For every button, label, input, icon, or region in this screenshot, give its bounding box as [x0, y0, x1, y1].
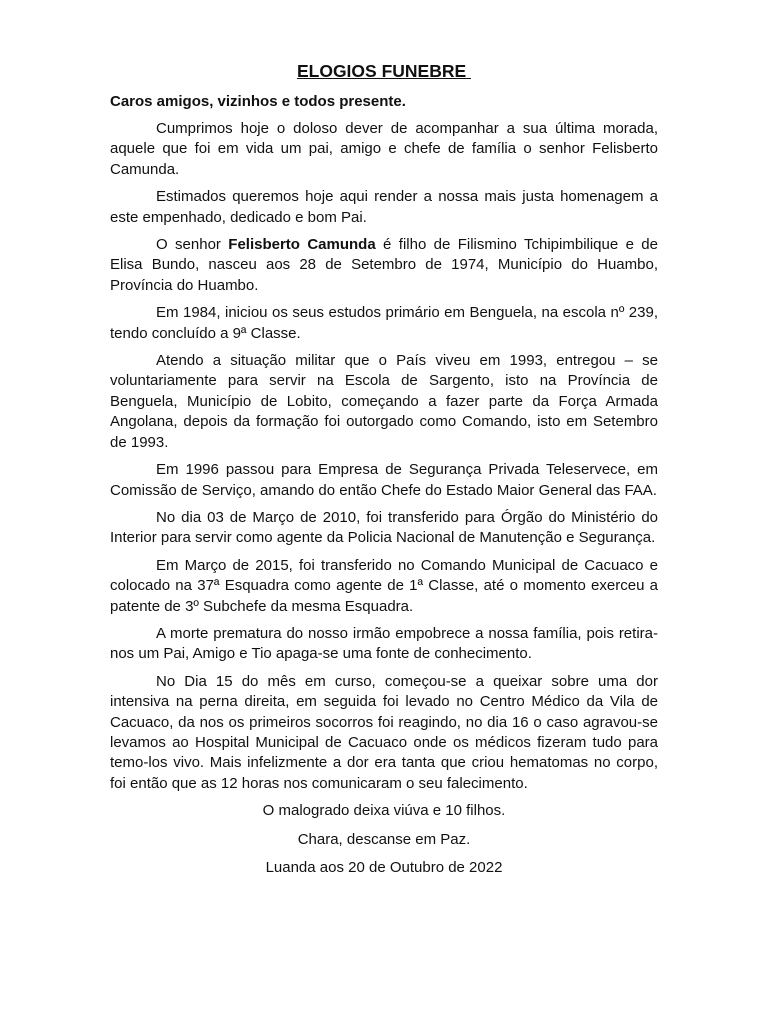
paragraph-10: No Dia 15 do mês em curso, começou-se a queixar sobre uma dor intensiva na perna direita, em seguida foi levado no Centro Médico da Vila de Cacuaco, da nos os primeiros socorros foi reagindo, no dia 16 o caso agravou-se levamos ao Hospital Municipal de Cacuaco onde os médicos fizeram tudo para temo-los vivo. Mais infelizmente a dor era tanta que criou hematomas no corpo, foi então que as 12 horas nos comunicaram o seu falecimento. [110, 672, 658, 792]
deceased-name: Felisberto Camunda [228, 236, 376, 254]
paragraph-9: A morte prematura do nosso irmão empobrece a nossa família, pois retira-nos um Pai, Amigo e Tio apaga-se uma fonte de conhecimento. [110, 624, 658, 663]
paragraph-5: Atendo a situação militar que o País viveu em 1993, entregou – se voluntariamente para servir na Escola de Sargento, isto na Província de Benguela, Município de Lobito, começando a fazer parte da Força Armada Angolana, depois da formação foi outorgado como Comando, isto em Setembro de 1993. [110, 352, 658, 451]
paragraph-1: Cumprimos hoje o doloso dever de acompanhar a sua última morada, aquele que foi em vida um pai, amigo e chefe de família o senhor Felisberto Camunda. [110, 120, 658, 178]
greeting: Caros amigos, vizinhos e todos presente. [110, 93, 406, 110]
paragraph-3-intro: O senhor [156, 236, 229, 254]
paragraph-6: Em 1996 passou para Empresa de Segurança Privada Teleservece, em Comissão de Serviço, amando do então Chefe do Estado Maior General das FAA. [110, 461, 658, 499]
paragraph-8: Em Março de 2015, foi transferido no Comando Municipal de Cacuaco e colocado na 37ª Esquadra como agente de 1ª Classe, até o momento exerceu a patente de 3º Subchefe da mesma Esquadra. [110, 556, 658, 615]
paragraph-4: Em 1984, iniciou os seus estudos primário em Benguela, na escola nº 239, tendo concluído a 9ª Classe. [110, 304, 658, 342]
paragraph-7: No dia 03 de Março de 2010, foi transferido para Órgão do Ministério do Interior para servir como agente da Policia Nacional de Manutenção e Segurança. [110, 508, 658, 547]
closing-survivors: O malogrado deixa viúva e 10 filhos. [262, 802, 506, 820]
closing-farewell: Chara, descanse em Paz. [297, 830, 471, 848]
closing-place-date: Luanda aos 20 de Outubro de 2022 [265, 859, 503, 877]
document-title: ELOGIOS FUNEBRE [296, 61, 472, 81]
paragraph-2: Estimados queremos hoje aqui render a nossa mais justa homenagem a este empenhado, dedicado e bom Pai. [110, 188, 658, 226]
paragraph-3 [110, 235, 658, 296]
paragraph-3-rest: é filho de Filismino Tchipimbilique e de Elisa Bundo, nasceu aos 28 de Setembro de 1974, Município do Huambo, Província do Huambo. [110, 236, 658, 294]
